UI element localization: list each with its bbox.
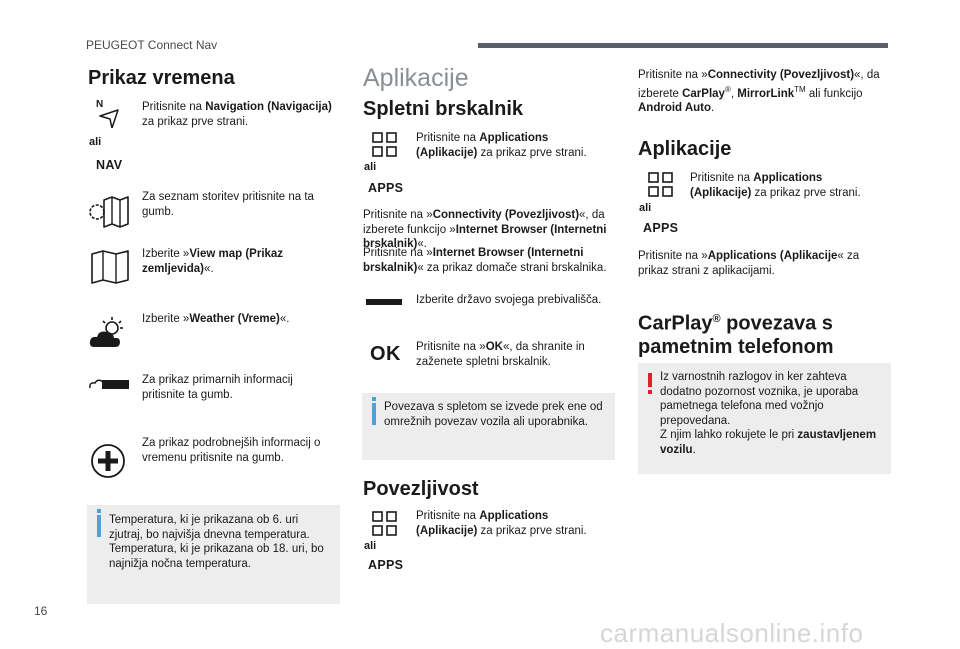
watermark: carmanualsonline.info: [600, 618, 864, 648]
step-connectivity-carplay: Pritisnite na »Connectivity (Povezljivost)«, da izberete CarPlay®, MirrorLink™ ali funkcijo Android Auto.: [638, 69, 880, 114]
weather-icon: [88, 316, 130, 350]
section-title-applications: Aplikacije: [363, 64, 469, 92]
info-note-text: Temperatura, ki je prikazana ob 6. uri zjutraj, bo najvišja dnevna temperatura. Temperatura, ki je prikazana ob 18. uri, bo najnižja nočna temperatura.: [109, 514, 324, 570]
step-connectivity: Pritisnite na »Connectivity (Povezljivost)«, da izberete funkcijo »Internet Browser (Internetni brskalnik)«.: [363, 209, 607, 250]
ok-button-label: OK: [370, 343, 401, 365]
step-internet-browser: Pritisnite na »Internet Browser (Internetni brskalnik)« za prikaz domače strani brskalnika.: [363, 247, 607, 274]
step-select-country: Izberite državo svojega prebivališča.: [416, 294, 602, 306]
info-note-text: Povezava s spletom se izvede prek ene od omrežnih povezav vozila ali uporabnika.: [384, 401, 603, 428]
section-title-weather: Prikaz vremena: [88, 67, 235, 89]
map-icon: [90, 250, 130, 284]
step-applications-connectivity: Pritisnite na Applications (Aplikacije) za prikaz prve strani.: [416, 510, 587, 537]
plus-circle-icon: [90, 443, 126, 479]
apps-grid-icon: [372, 511, 398, 537]
page-number: 16: [34, 604, 48, 618]
apps-button-label: APPS: [368, 558, 404, 572]
header-bar: [478, 43, 888, 48]
warning-note-smartphone: [638, 363, 891, 474]
step-ok: Pritisnite na »OK«, da shranite in zaženete spletni brskalnik.: [416, 341, 585, 368]
info-note-temperature: [87, 505, 340, 604]
navigation-arrow-icon: [96, 98, 122, 128]
warning-icon-dot: [648, 390, 652, 394]
info-icon-dot: [97, 509, 101, 513]
step-view-map: Izberite »View map (Prikaz zemljevida)«.: [142, 248, 284, 275]
warning-icon: [648, 373, 652, 387]
step-primary-info: Za prikaz primarnih informacij pritisnite ta gumb.: [142, 374, 293, 401]
warning-note-text: Iz varnostnih razlogov in ker zahteva dodatno pozornost voznika, je uporaba pametnega telefona med vožnjo prepovedana. Z njim lahko rokujete le pri zaustavljenem vozilu.: [660, 371, 877, 456]
step-applications-apps: Pritisnite na Applications (Aplikacije) za prikaz prve strani.: [690, 172, 861, 199]
step-applications: Pritisnite na Applications (Aplikacije) za prikaz prve strani.: [416, 132, 587, 159]
apps-button-label: APPS: [368, 181, 404, 195]
subsection-title-carplay: CarPlay® povezava s pametnim telefonom: [638, 312, 834, 358]
apps-button-label: APPS: [643, 221, 679, 235]
step-service-list: Za seznam storitev pritisnite na ta gumb.: [142, 191, 314, 218]
step-applications-page: Pritisnite na »Applications (Aplikacije« za prikaz strani z aplikacijami.: [638, 250, 860, 277]
cloud-bar-button-icon: [88, 376, 130, 390]
or-label: ali: [639, 202, 652, 214]
apps-grid-icon: [648, 172, 674, 198]
step-detailed-info: Za prikaz podrobnejših informacij o vremenu pritisnite na gumb.: [142, 437, 321, 464]
subsection-title-browser: Spletni brskalnik: [363, 98, 524, 120]
or-label: ali: [364, 161, 377, 173]
step-weather: Izberite »Weather (Vreme)«.: [142, 313, 290, 325]
or-label: ali: [89, 136, 102, 148]
step-navigation: Pritisnite na Navigation (Navigacija) za prikaz prve strani.: [142, 101, 332, 128]
subsection-title-applications: Aplikacije: [638, 138, 732, 160]
apps-grid-icon: [372, 132, 398, 158]
map-settings-icon: [88, 196, 130, 228]
info-note-connection: [362, 393, 615, 460]
info-icon-dot: [372, 397, 376, 401]
or-label: ali: [364, 540, 377, 552]
info-icon: [372, 403, 376, 425]
document-header: PEUGEOT Connect Nav: [86, 38, 218, 52]
nav-button-label: NAV: [96, 158, 123, 172]
info-icon: [97, 515, 101, 537]
subsection-title-connectivity: Povezljivost: [363, 478, 479, 500]
svg-text:N: N: [96, 99, 104, 110]
country-field-icon: [366, 297, 402, 309]
